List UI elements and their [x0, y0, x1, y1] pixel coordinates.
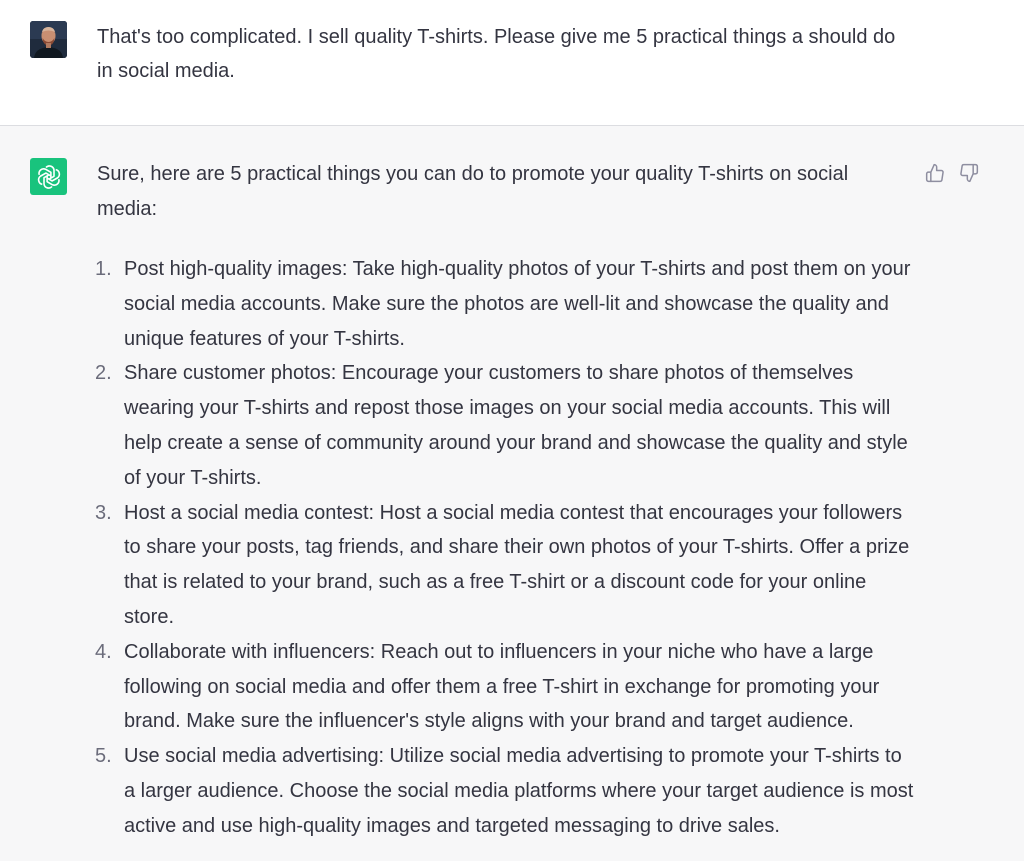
thumbs-up-icon [925, 163, 945, 183]
user-avatar [30, 21, 67, 58]
list-item-text: Collaborate with influencers: Reach out to influencers in your niche who have a large following on social media and offer them a free T-shirt in exchange for promoting your brand. Make sure the influencer's style aligns with your brand and target audience. [124, 640, 880, 733]
user-message-text: That's too complicated. I sell quality T-shirts. Please give me 5 practical things a should do in social media. [97, 26, 896, 82]
list-item-number: 4. [95, 640, 112, 663]
list-item-text: Host a social media contest: Host a social media contest that encourages your followers to share your posts, tag friends, and share their own photos of your T-shirts. Offer a prize that is related to your brand, such as a free T-shirt or a discount code for your online store. [124, 501, 910, 628]
list-item [95, 635, 915, 739]
list-item [95, 252, 915, 356]
list-item-text: Share customer photos: Encourage your customers to share photos of themselves wearing your T-shirts and repost those images on your social media accounts. This will help create a sense of community around your brand and showcase the quality and style of your T-shirts. [124, 362, 908, 489]
list-item [95, 739, 915, 843]
thumbs-up-button[interactable] [924, 162, 946, 184]
list-item-number: 2. [95, 362, 112, 385]
assistant-intro-text: Sure, here are 5 practical things you can do to promote your quality T-shirts on social media: [97, 163, 849, 220]
thumbs-down-icon [959, 163, 979, 183]
assistant-list [95, 252, 915, 844]
list-item-number: 5. [95, 745, 112, 768]
assistant-avatar [30, 158, 67, 195]
list-item-number: 1. [95, 258, 112, 280]
assistant-message-row [0, 126, 1024, 861]
user-message-row [0, 0, 1024, 126]
list-item-number: 3. [95, 501, 112, 524]
openai-logo-icon [36, 164, 62, 190]
user-avatar-photo [30, 21, 67, 58]
list-item-text: Use social media advertising: Utilize social media advertising to promote your T-shirts to a larger audience. Choose the social media platforms where your target audience is most active and use high-quality images and targeted messaging to drive sales. [124, 745, 914, 837]
list-item-text: Post high-quality images: Take high-quality photos of your T-shirts and post them on your social media accounts. Make sure the photos are well-lit and showcase the quality and unique features of your T-shirts. [124, 258, 911, 350]
thumbs-down-button[interactable] [958, 162, 980, 184]
list-item [95, 356, 915, 495]
list-item [95, 496, 915, 635]
